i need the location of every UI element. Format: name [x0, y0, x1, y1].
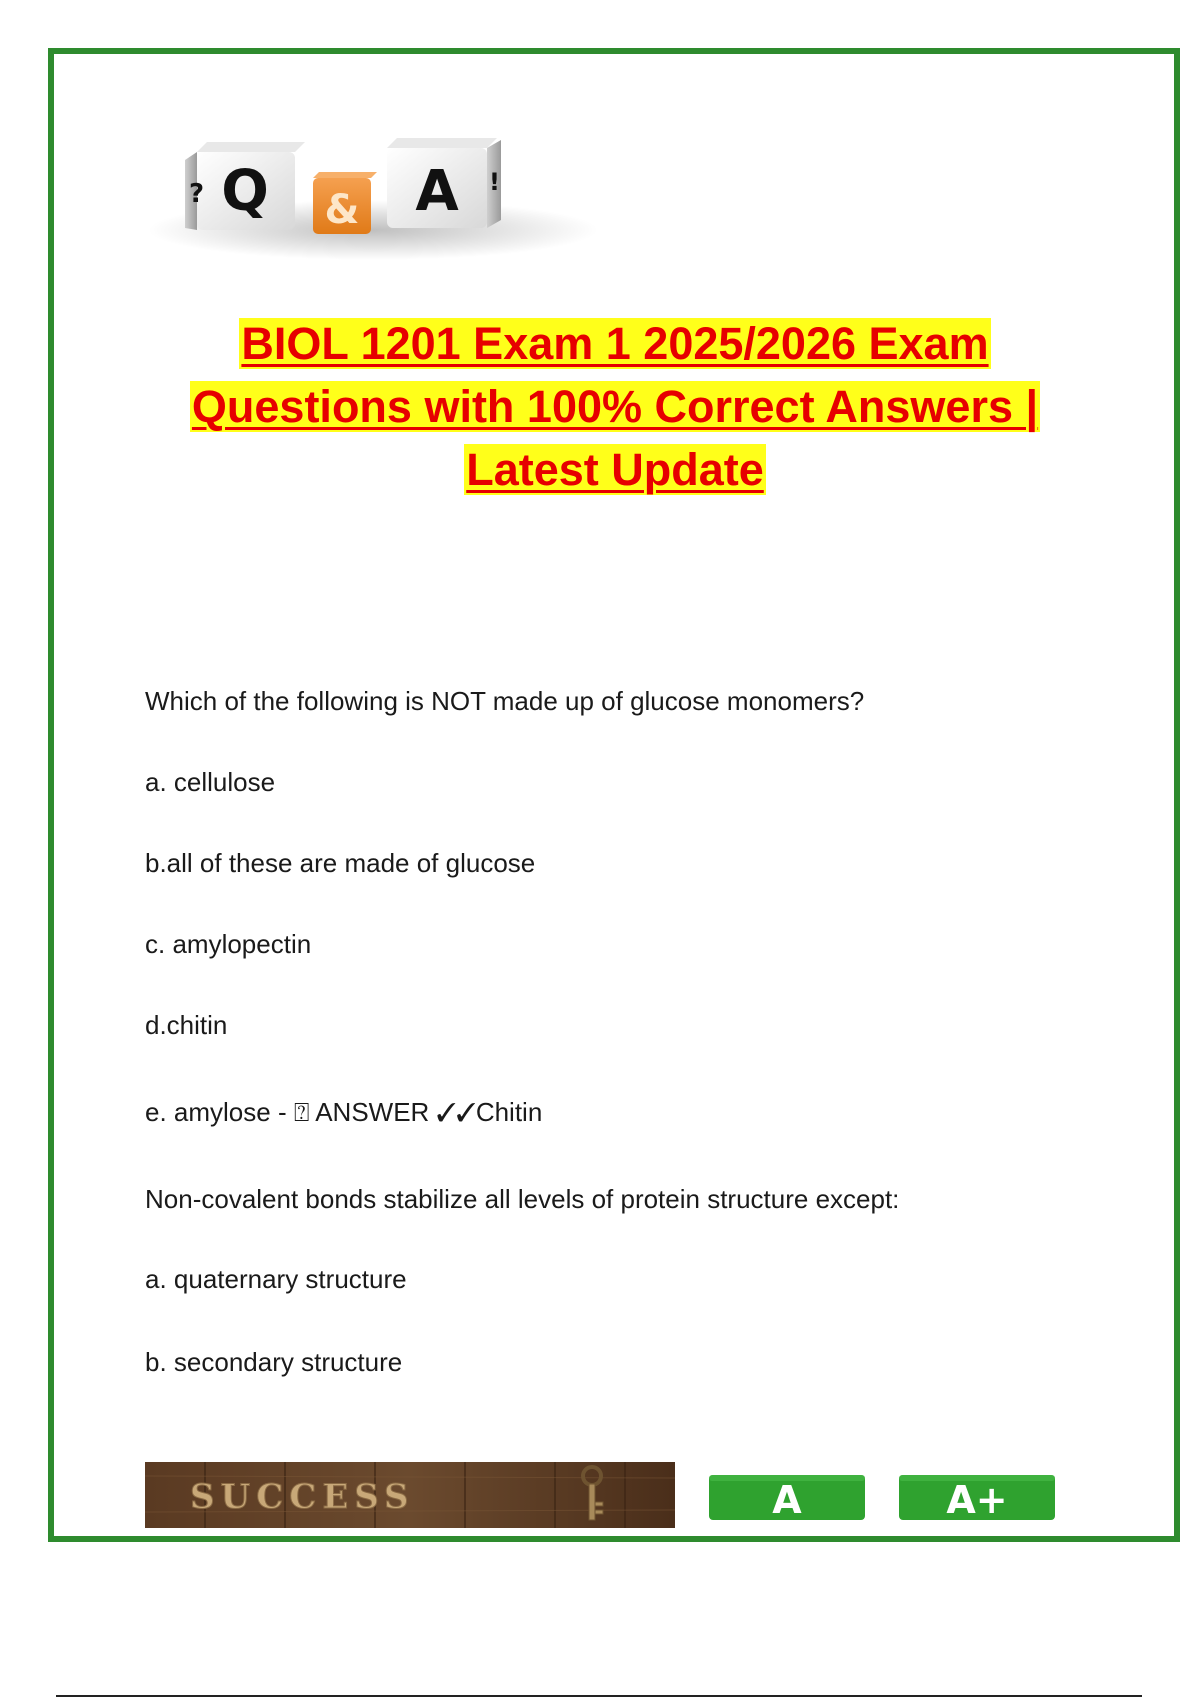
- q2-option-a: a. quaternary structure: [145, 1264, 407, 1294]
- dice-letter-q: Q: [221, 159, 269, 224]
- top-rule: [56, 52, 1142, 54]
- ampersand-cube: [313, 172, 377, 234]
- document-title: [140, 312, 1090, 501]
- success-text: SUCCESS: [190, 1477, 415, 1517]
- q1-option-e-answer: e. amylose - ⍰ ANSWER ✓✓Chitin: [145, 1097, 543, 1127]
- a-cube: [387, 138, 501, 228]
- dice-letter-a: A: [415, 159, 459, 224]
- q-cube: [185, 142, 305, 230]
- question-1: Which of the following is NOT made up of glucose monomers?: [145, 686, 865, 716]
- title-line-2: Questions with 100% Correct Answers |: [191, 381, 1039, 432]
- q1-option-c: c. amylopectin: [145, 929, 312, 959]
- q2-option-b: b. secondary structure: [145, 1347, 403, 1377]
- dice-letter-exclamation: !: [489, 168, 500, 196]
- bottom-rule: [56, 1695, 1142, 1697]
- q1-option-b: b.all of these are made of glucose: [145, 848, 536, 878]
- q1-option-a: a. cellulose: [145, 767, 276, 797]
- question-2: Non-covalent bonds stabilize all levels of protein structure except:: [145, 1184, 900, 1214]
- dice-letter-question: ?: [189, 179, 205, 209]
- grade-a-badge: [709, 1475, 865, 1520]
- q1-option-d: d.chitin: [145, 1010, 228, 1040]
- dice-letter-ampersand: &: [324, 187, 360, 233]
- title-line-3: Latest Update: [466, 444, 764, 495]
- grade-a-text: A: [772, 1478, 802, 1520]
- grade-a-plus-badge: [899, 1475, 1055, 1520]
- success-banner: [145, 1462, 675, 1528]
- grade-a-plus-text: A+: [946, 1478, 1008, 1520]
- qa-dice-logo: [145, 130, 600, 270]
- title-line-1: BIOL 1201 Exam 1 2025/2026 Exam: [241, 318, 989, 369]
